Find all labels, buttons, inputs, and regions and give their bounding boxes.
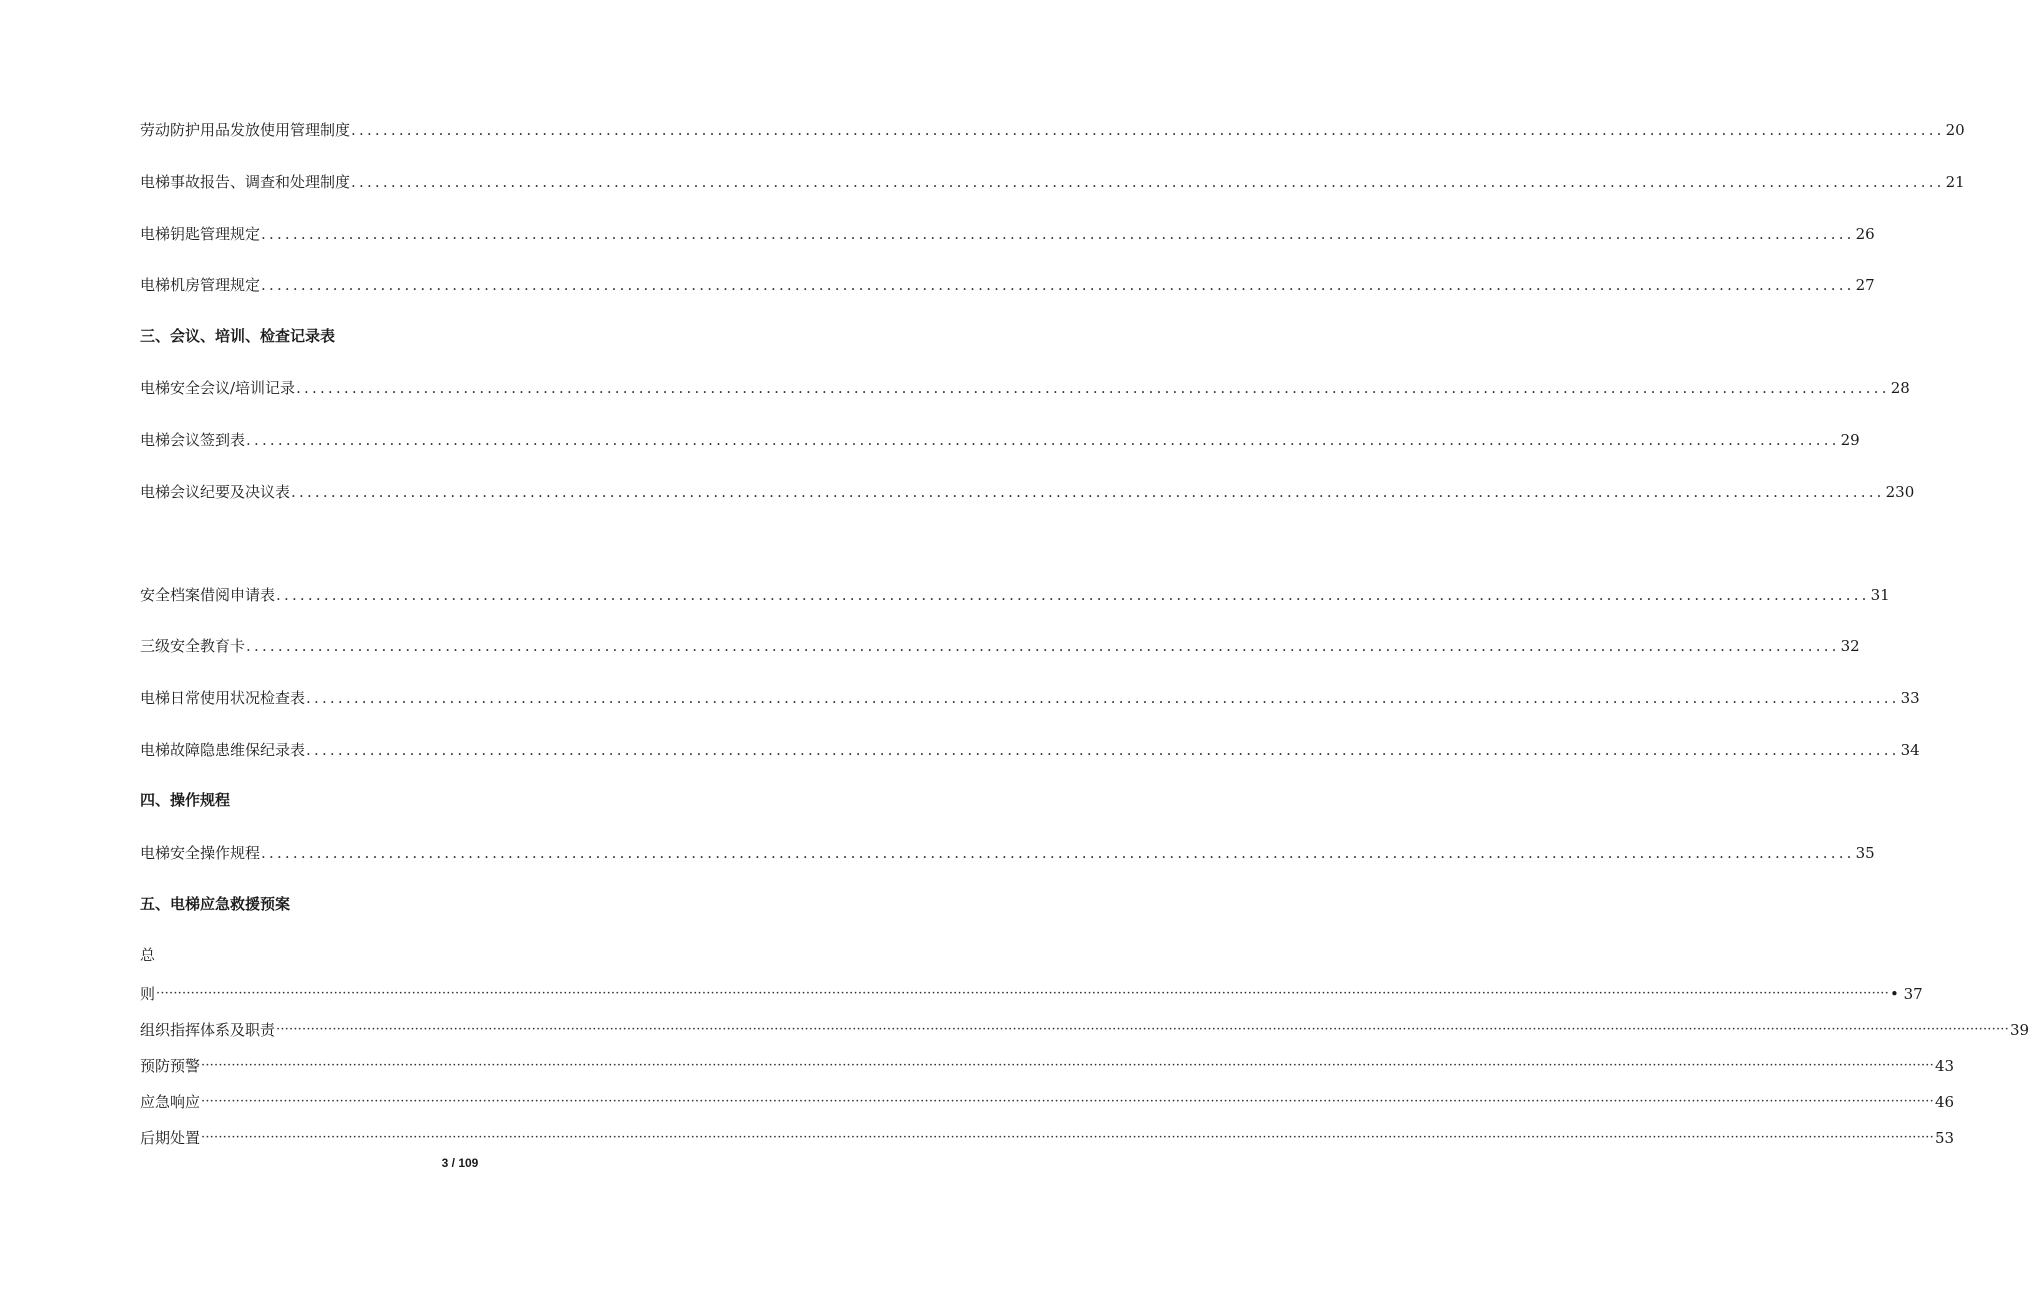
toc-entry-page: 29 [1840,431,1860,449]
toc-entry[interactable] [140,1052,1955,1076]
toc-entry-title: 电梯安全会议/培训记录 [140,379,296,397]
toc-leader-dots: ........................................................................................................................................................................................................ [306,689,1900,707]
toc-leader-dots: ················································································································································································································································································································································································································ [156,986,1889,1001]
toc-entry-title: 劳动防护用品发放使用管理制度 [140,121,351,139]
toc-leader-dots: ........................................................................................................................................................................................................ [296,379,1890,397]
toc-leader-dots: ........................................................................................................................................................................................................ [306,741,1900,759]
toc-leader-dots: ........................................................................................................................................................................................................ [261,844,1855,862]
toc-entry-page: 39 [2009,1021,2029,1039]
toc-leader-dots: ........................................................................................................................................................................................................ [351,173,1945,191]
toc-entry-page: 27 [1855,276,1875,294]
toc-entry-title: 后期处置 [140,1129,201,1147]
page-number-footer: 3 / 109 [441,1156,479,1170]
toc-leader-dots: ················································································································································································································································································································································································································ [201,1130,1934,1145]
toc-entry-title: 安全档案借阅申请表 [140,586,276,604]
toc-entry-title: 电梯事故报告、调查和处理制度 [140,173,351,191]
toc-entry-title: 电梯钥匙管理规定 [140,225,261,243]
toc-entry-page: 28 [1890,379,1910,397]
toc-entry[interactable] [140,478,1915,502]
toc-entry-title: 电梯故障隐患维保纪录表 [140,741,306,759]
toc-entry-title: 电梯会议签到表 [140,431,246,449]
toc-entry[interactable] [140,736,1920,760]
toc-leader-dots: ........................................................................................................................................................................................................ [246,637,1840,655]
toc-entry[interactable] [140,220,1875,244]
toc-entry-page: 31 [1870,586,1890,604]
toc-entry-page: 53 [1934,1129,1955,1147]
toc-leader-dots: ........................................................................................................................................................................................................ [351,121,1945,139]
toc-entry[interactable] [140,374,1910,398]
toc-entry-page: • 37 [1889,985,1923,1003]
toc-entry[interactable] [140,684,1920,708]
toc-entry-title: 电梯安全操作规程 [140,844,261,862]
toc-entry-title: 电梯日常使用状况检查表 [140,689,306,707]
toc-entry-title: 组织指挥体系及职责 [140,1021,276,1039]
toc-entry-title-fragment: 总 [140,946,156,964]
toc-entry-title: 预防预警 [140,1057,201,1075]
toc-entry-page: 20 [1945,121,1965,139]
toc-entry[interactable] [140,839,1875,863]
toc-entry[interactable] [140,116,1965,140]
toc-entry-page: 33 [1900,689,1920,707]
toc-leader-dots: ················································································································································································································································································································································································································ [276,1022,2009,1037]
toc-entry[interactable] [140,1088,1955,1112]
toc-leader-dots: ················································································································································································································································································································································································································ [201,1058,1934,1073]
toc-leader-dots: ........................................................................................................................................................................................................ [246,431,1840,449]
toc-entry[interactable] [140,426,1860,450]
toc-entry-title: 电梯机房管理规定 [140,276,261,294]
toc-entry-page: 26 [1855,225,1875,243]
toc-entry[interactable] [140,581,1890,605]
toc-entry[interactable] [140,980,1923,1004]
toc-entry-title: 三级安全教育卡 [140,637,246,655]
toc-leader-dots: ........................................................................................................................................................................................................ [276,586,1870,604]
toc-entry[interactable] [140,632,1860,656]
toc-leader-dots: ················································································································································································································································································································································································································ [201,1094,1934,1109]
toc-entry-page: 230 [1885,483,1915,501]
section-heading: 四、操作规程 [140,791,231,809]
toc-entry-page: 35 [1855,844,1875,862]
toc-leader-dots: ........................................................................................................................................................................................................ [261,276,1855,294]
toc-entry-title: 应急响应 [140,1093,201,1111]
toc-entry-page: 46 [1934,1093,1955,1111]
toc-entry-title: 电梯会议纪要及决议表 [140,483,291,501]
toc-entry[interactable] [140,1124,1955,1148]
toc-entry[interactable] [140,271,1875,295]
section-heading: 三、会议、培训、检查记录表 [140,327,336,345]
toc-entry-page: 34 [1900,741,1920,759]
toc-entry-title: 则 [140,985,156,1003]
section-heading: 五、电梯应急救援预案 [140,895,291,913]
toc-entry-page: 32 [1840,637,1860,655]
toc-leader-dots: ........................................................................................................................................................................................................ [291,483,1885,501]
toc-entry[interactable] [140,1016,2029,1040]
toc-leader-dots: ........................................................................................................................................................................................................ [261,225,1855,243]
toc-entry[interactable] [140,168,1965,192]
toc-entry-page: 21 [1945,173,1965,191]
toc-entry-page: 43 [1934,1057,1955,1075]
